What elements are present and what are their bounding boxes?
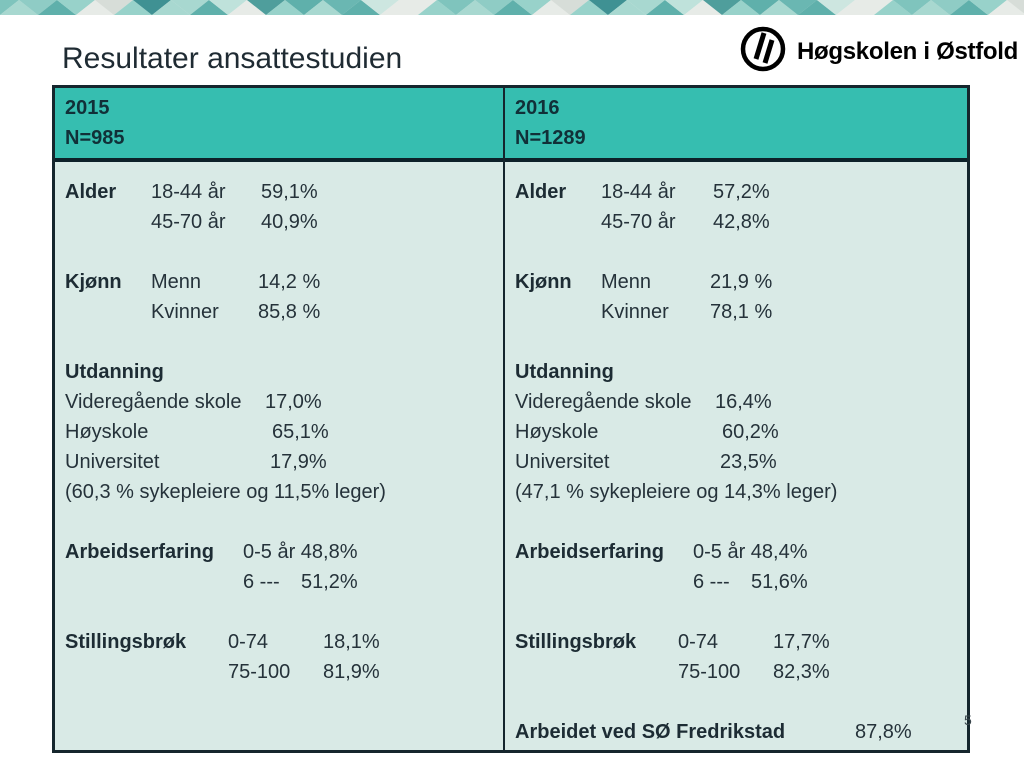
- table-line: [515, 597, 963, 627]
- year-label: 2016: [515, 97, 560, 119]
- column-2015-body: [55, 162, 503, 750]
- table-line: [65, 237, 499, 267]
- table-line: 45-70 år 42,8%: [601, 211, 770, 233]
- year-label: 2015: [65, 97, 110, 119]
- table-line: 45-70 år 40,9%: [151, 211, 318, 233]
- table-line: Kvinner 85,8 %: [151, 301, 321, 323]
- table-line: Arbeidserfaring 0-5 år 48,8%: [65, 541, 358, 563]
- page-number: 5: [964, 712, 972, 728]
- table-line: Videregående skole 17,0%: [65, 391, 322, 413]
- table-line: Universitet 17,9%: [65, 451, 327, 473]
- column-2015-header: [55, 88, 503, 162]
- table-line: [65, 507, 499, 537]
- results-table: [52, 85, 970, 753]
- table-line: Alder 18-44 år 57,2%: [515, 181, 770, 203]
- column-2016-body: [505, 162, 967, 750]
- column-2015: [55, 88, 505, 750]
- table-line: [515, 327, 963, 357]
- column-2016-header: [505, 88, 967, 162]
- table-line: (60,3 % sykepleiere og 11,5% leger): [65, 481, 386, 503]
- table-line: Høyskole 60,2%: [515, 421, 779, 443]
- sample-size-label: N=985: [65, 127, 125, 149]
- logo: [738, 24, 1018, 79]
- hogskolen-logo-icon: [738, 24, 788, 79]
- table-line: Stillingsbrøk 0-74 18,1%: [65, 631, 380, 653]
- table-line: [515, 687, 963, 717]
- table-line: Kjønn Menn 14,2 %: [65, 271, 321, 293]
- table-line: [65, 597, 499, 627]
- table-line: 75-100 81,9%: [228, 661, 380, 683]
- table-line: Utdanning: [65, 361, 164, 383]
- column-2016: [505, 88, 967, 750]
- table-line: [65, 327, 499, 357]
- table-line: 6 --- 51,6%: [693, 571, 808, 593]
- table-line: Utdanning: [515, 361, 614, 383]
- table-line: Arbeidet ved SØ Fredrikstad 87,8%: [515, 721, 912, 743]
- logo-text: Høgskolen i Østfold: [797, 37, 1018, 65]
- page-title: Resultater ansattestudien: [62, 42, 403, 75]
- table-line: Universitet 23,5%: [515, 451, 777, 473]
- sample-size-label: N=1289: [515, 127, 586, 149]
- table-line: 6 --- 51,2%: [243, 571, 358, 593]
- table-line: Kvinner 78,1 %: [601, 301, 773, 323]
- table-line: Kjønn Menn 21,9 %: [515, 271, 773, 293]
- table-line: Alder 18-44 år 59,1%: [65, 181, 318, 203]
- table-line: [515, 237, 963, 267]
- table-line: Arbeidserfaring 0-5 år 48,4%: [515, 541, 808, 563]
- table-line: Stillingsbrøk 0-74 17,7%: [515, 631, 830, 653]
- table-line: Videregående skole 16,4%: [515, 391, 772, 413]
- table-line: Høyskole 65,1%: [65, 421, 329, 443]
- table-line: (47,1 % sykepleiere og 14,3% leger): [515, 481, 838, 503]
- decorative-triangle-banner: [0, 0, 1024, 15]
- table-line: [515, 507, 963, 537]
- table-line: 75-100 82,3%: [678, 661, 830, 683]
